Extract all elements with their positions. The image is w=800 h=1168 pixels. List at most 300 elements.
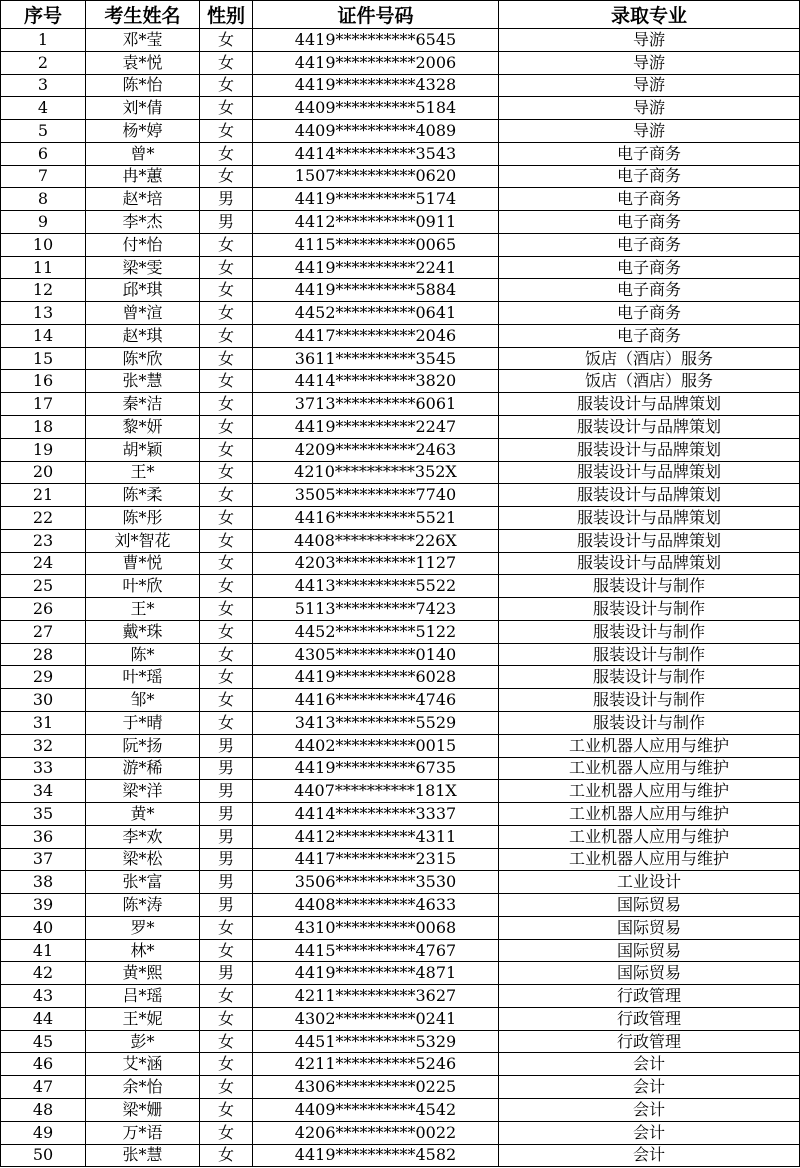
cell-name: 杨*婷 <box>86 120 200 143</box>
cell-major: 电子商务 <box>499 165 800 188</box>
table-row <box>1 1030 800 1053</box>
cell-index: 11 <box>1 256 86 279</box>
cell-index: 16 <box>1 370 86 393</box>
cell-id-number: 4452**********0641 <box>253 302 499 325</box>
cell-gender: 女 <box>200 438 253 461</box>
cell-major: 会计 <box>499 1098 800 1121</box>
cell-gender: 男 <box>200 848 253 871</box>
table-row <box>1 211 800 234</box>
cell-name: 陈*彤 <box>86 507 200 530</box>
cell-major: 会计 <box>499 1121 800 1144</box>
cell-gender: 女 <box>200 575 253 598</box>
cell-major: 工业机器人应用与维护 <box>499 803 800 826</box>
cell-index: 32 <box>1 734 86 757</box>
cell-index: 46 <box>1 1053 86 1076</box>
cell-index: 10 <box>1 233 86 256</box>
table-row <box>1 51 800 74</box>
cell-gender: 女 <box>200 1144 253 1167</box>
cell-gender: 男 <box>200 757 253 780</box>
cell-index: 23 <box>1 529 86 552</box>
cell-index: 50 <box>1 1144 86 1167</box>
table-row <box>1 1098 800 1121</box>
cell-major: 会计 <box>499 1144 800 1167</box>
cell-id-number: 4419**********2006 <box>253 51 499 74</box>
cell-id-number: 4419**********6735 <box>253 757 499 780</box>
cell-name: 胡*颖 <box>86 438 200 461</box>
cell-major: 电子商务 <box>499 142 800 165</box>
cell-name: 梁*姗 <box>86 1098 200 1121</box>
cell-name: 曾* <box>86 142 200 165</box>
cell-index: 33 <box>1 757 86 780</box>
cell-index: 39 <box>1 894 86 917</box>
cell-id-number: 4210**********352X <box>253 461 499 484</box>
table-row <box>1 302 800 325</box>
cell-id-number: 4310**********0068 <box>253 916 499 939</box>
table-row <box>1 438 800 461</box>
cell-major: 工业机器人应用与维护 <box>499 757 800 780</box>
cell-name: 陈*柔 <box>86 484 200 507</box>
cell-gender: 女 <box>200 1121 253 1144</box>
cell-name: 付*怡 <box>86 233 200 256</box>
table-row <box>1 598 800 621</box>
cell-name: 李*欢 <box>86 825 200 848</box>
table-row <box>1 757 800 780</box>
cell-name: 刘*智花 <box>86 529 200 552</box>
cell-id-number: 3611**********3545 <box>253 347 499 370</box>
cell-major: 导游 <box>499 97 800 120</box>
cell-major: 电子商务 <box>499 233 800 256</box>
cell-gender: 男 <box>200 734 253 757</box>
cell-gender: 女 <box>200 1098 253 1121</box>
cell-major: 国际贸易 <box>499 939 800 962</box>
cell-gender: 女 <box>200 51 253 74</box>
table-body <box>1 29 800 1167</box>
cell-major: 电子商务 <box>499 211 800 234</box>
cell-id-number: 4409**********5184 <box>253 97 499 120</box>
cell-id-number: 3413**********5529 <box>253 711 499 734</box>
cell-name: 袁*悦 <box>86 51 200 74</box>
table-row <box>1 916 800 939</box>
cell-gender: 女 <box>200 120 253 143</box>
cell-id-number: 4419**********5174 <box>253 188 499 211</box>
table-row <box>1 575 800 598</box>
cell-gender: 女 <box>200 711 253 734</box>
table-row <box>1 142 800 165</box>
table-row <box>1 620 800 643</box>
cell-gender: 女 <box>200 1076 253 1099</box>
cell-major: 导游 <box>499 29 800 52</box>
cell-name: 梁*洋 <box>86 780 200 803</box>
cell-gender: 女 <box>200 256 253 279</box>
table-row <box>1 165 800 188</box>
cell-name: 冉*蕙 <box>86 165 200 188</box>
cell-id-number: 4306**********0225 <box>253 1076 499 1099</box>
cell-index: 18 <box>1 416 86 439</box>
cell-major: 会计 <box>499 1076 800 1099</box>
table-header <box>1 1 800 29</box>
cell-index: 28 <box>1 643 86 666</box>
cell-major: 电子商务 <box>499 256 800 279</box>
cell-index: 24 <box>1 552 86 575</box>
cell-gender: 女 <box>200 507 253 530</box>
cell-gender: 女 <box>200 393 253 416</box>
cell-gender: 女 <box>200 916 253 939</box>
cell-id-number: 4408**********4633 <box>253 894 499 917</box>
table-row <box>1 461 800 484</box>
cell-id-number: 4419**********2241 <box>253 256 499 279</box>
table-row <box>1 848 800 871</box>
table-row <box>1 74 800 97</box>
cell-index: 30 <box>1 689 86 712</box>
cell-gender: 女 <box>200 689 253 712</box>
cell-index: 19 <box>1 438 86 461</box>
table-row <box>1 552 800 575</box>
cell-major: 服装设计与品牌策划 <box>499 507 800 530</box>
table-row <box>1 803 800 826</box>
cell-name: 邓*莹 <box>86 29 200 52</box>
cell-major: 工业设计 <box>499 871 800 894</box>
table-row <box>1 643 800 666</box>
cell-gender: 男 <box>200 962 253 985</box>
cell-index: 3 <box>1 74 86 97</box>
table-row <box>1 507 800 530</box>
header-index: 序号 <box>1 1 86 29</box>
cell-index: 4 <box>1 97 86 120</box>
table-row <box>1 666 800 689</box>
cell-major: 工业机器人应用与维护 <box>499 780 800 803</box>
cell-id-number: 4414**********3337 <box>253 803 499 826</box>
cell-id-number: 4419**********2247 <box>253 416 499 439</box>
cell-index: 22 <box>1 507 86 530</box>
cell-gender: 女 <box>200 347 253 370</box>
cell-gender: 女 <box>200 97 253 120</box>
cell-id-number: 4408**********226X <box>253 529 499 552</box>
cell-id-number: 4407**********181X <box>253 780 499 803</box>
cell-name: 曹*悦 <box>86 552 200 575</box>
table-row <box>1 370 800 393</box>
table-row <box>1 734 800 757</box>
cell-major: 服装设计与品牌策划 <box>499 529 800 552</box>
cell-major: 服装设计与品牌策划 <box>499 461 800 484</box>
cell-index: 8 <box>1 188 86 211</box>
cell-gender: 女 <box>200 643 253 666</box>
cell-name: 余*怡 <box>86 1076 200 1099</box>
cell-gender: 女 <box>200 279 253 302</box>
cell-id-number: 4415**********4767 <box>253 939 499 962</box>
cell-gender: 女 <box>200 666 253 689</box>
cell-name: 刘*倩 <box>86 97 200 120</box>
cell-index: 2 <box>1 51 86 74</box>
cell-gender: 女 <box>200 461 253 484</box>
table-row <box>1 1007 800 1030</box>
table-row <box>1 416 800 439</box>
cell-major: 服装设计与制作 <box>499 598 800 621</box>
cell-gender: 女 <box>200 416 253 439</box>
cell-id-number: 1507**********0620 <box>253 165 499 188</box>
cell-index: 13 <box>1 302 86 325</box>
table-row <box>1 985 800 1008</box>
cell-major: 电子商务 <box>499 302 800 325</box>
cell-name: 陈*怡 <box>86 74 200 97</box>
cell-major: 工业机器人应用与维护 <box>499 848 800 871</box>
cell-major: 饭店（酒店）服务 <box>499 347 800 370</box>
cell-id-number: 4412**********0911 <box>253 211 499 234</box>
cell-id-number: 4416**********4746 <box>253 689 499 712</box>
cell-gender: 女 <box>200 1053 253 1076</box>
cell-name: 张*慧 <box>86 1144 200 1167</box>
cell-index: 42 <box>1 962 86 985</box>
cell-index: 12 <box>1 279 86 302</box>
table-row <box>1 1076 800 1099</box>
cell-major: 电子商务 <box>499 188 800 211</box>
cell-name: 梁*松 <box>86 848 200 871</box>
cell-id-number: 4419**********4328 <box>253 74 499 97</box>
cell-gender: 男 <box>200 803 253 826</box>
table-row <box>1 393 800 416</box>
cell-name: 梁*雯 <box>86 256 200 279</box>
cell-index: 43 <box>1 985 86 1008</box>
cell-name: 艾*涵 <box>86 1053 200 1076</box>
cell-gender: 女 <box>200 1007 253 1030</box>
table-row <box>1 97 800 120</box>
cell-index: 48 <box>1 1098 86 1121</box>
header-row <box>1 1 800 29</box>
cell-id-number: 4419**********4871 <box>253 962 499 985</box>
cell-id-number: 3505**********7740 <box>253 484 499 507</box>
cell-major: 电子商务 <box>499 279 800 302</box>
cell-gender: 女 <box>200 939 253 962</box>
table-row <box>1 939 800 962</box>
cell-major: 导游 <box>499 120 800 143</box>
cell-id-number: 3506**********3530 <box>253 871 499 894</box>
cell-name: 黄* <box>86 803 200 826</box>
cell-major: 服装设计与制作 <box>499 711 800 734</box>
cell-gender: 女 <box>200 552 253 575</box>
table-row <box>1 256 800 279</box>
cell-gender: 男 <box>200 825 253 848</box>
cell-major: 导游 <box>499 74 800 97</box>
cell-gender: 女 <box>200 233 253 256</box>
cell-index: 38 <box>1 871 86 894</box>
cell-index: 7 <box>1 165 86 188</box>
cell-index: 34 <box>1 780 86 803</box>
cell-name: 邹* <box>86 689 200 712</box>
cell-name: 曾*渲 <box>86 302 200 325</box>
cell-major: 工业机器人应用与维护 <box>499 734 800 757</box>
cell-index: 15 <box>1 347 86 370</box>
cell-id-number: 4452**********5122 <box>253 620 499 643</box>
cell-gender: 女 <box>200 302 253 325</box>
cell-index: 40 <box>1 916 86 939</box>
cell-index: 25 <box>1 575 86 598</box>
cell-name: 赵*培 <box>86 188 200 211</box>
cell-major: 服装设计与制作 <box>499 643 800 666</box>
cell-name: 张*富 <box>86 871 200 894</box>
cell-gender: 男 <box>200 780 253 803</box>
cell-id-number: 4414**********3820 <box>253 370 499 393</box>
header-major: 录取专业 <box>499 1 800 29</box>
table-row <box>1 780 800 803</box>
table-row <box>1 529 800 552</box>
cell-name: 赵*琪 <box>86 324 200 347</box>
cell-name: 李*杰 <box>86 211 200 234</box>
cell-name: 王* <box>86 461 200 484</box>
header-id-number: 证件号码 <box>253 1 499 29</box>
cell-name: 吕*瑶 <box>86 985 200 1008</box>
table-row <box>1 894 800 917</box>
cell-gender: 女 <box>200 74 253 97</box>
cell-name: 陈* <box>86 643 200 666</box>
table-row <box>1 188 800 211</box>
cell-major: 服装设计与制作 <box>499 666 800 689</box>
cell-id-number: 4417**********2315 <box>253 848 499 871</box>
cell-id-number: 4416**********5521 <box>253 507 499 530</box>
cell-major: 电子商务 <box>499 324 800 347</box>
cell-id-number: 5113**********7423 <box>253 598 499 621</box>
cell-name: 陈*欣 <box>86 347 200 370</box>
cell-major: 行政管理 <box>499 1030 800 1053</box>
cell-name: 罗* <box>86 916 200 939</box>
cell-id-number: 4211**********3627 <box>253 985 499 1008</box>
cell-name: 叶*瑶 <box>86 666 200 689</box>
cell-gender: 女 <box>200 529 253 552</box>
cell-gender: 女 <box>200 142 253 165</box>
table-row <box>1 962 800 985</box>
cell-major: 国际贸易 <box>499 894 800 917</box>
table-row <box>1 1121 800 1144</box>
table-row <box>1 279 800 302</box>
cell-id-number: 4417**********2046 <box>253 324 499 347</box>
cell-gender: 女 <box>200 29 253 52</box>
cell-index: 1 <box>1 29 86 52</box>
cell-id-number: 3713**********6061 <box>253 393 499 416</box>
table-row <box>1 347 800 370</box>
cell-id-number: 4419**********4582 <box>253 1144 499 1167</box>
cell-gender: 女 <box>200 620 253 643</box>
cell-major: 国际贸易 <box>499 962 800 985</box>
header-gender: 性别 <box>200 1 253 29</box>
cell-name: 戴*珠 <box>86 620 200 643</box>
cell-index: 9 <box>1 211 86 234</box>
cell-major: 服装设计与品牌策划 <box>499 552 800 575</box>
cell-id-number: 4115**********0065 <box>253 233 499 256</box>
cell-index: 5 <box>1 120 86 143</box>
cell-id-number: 4209**********2463 <box>253 438 499 461</box>
cell-index: 6 <box>1 142 86 165</box>
cell-major: 服装设计与品牌策划 <box>499 416 800 439</box>
cell-gender: 女 <box>200 1030 253 1053</box>
cell-index: 35 <box>1 803 86 826</box>
cell-id-number: 4409**********4542 <box>253 1098 499 1121</box>
cell-index: 27 <box>1 620 86 643</box>
cell-major: 服装设计与制作 <box>499 620 800 643</box>
cell-name: 万*语 <box>86 1121 200 1144</box>
cell-major: 导游 <box>499 51 800 74</box>
table-row <box>1 29 800 52</box>
cell-name: 游*稀 <box>86 757 200 780</box>
cell-major: 会计 <box>499 1053 800 1076</box>
table-row <box>1 825 800 848</box>
cell-name: 王*妮 <box>86 1007 200 1030</box>
cell-major: 国际贸易 <box>499 916 800 939</box>
cell-id-number: 4414**********3543 <box>253 142 499 165</box>
cell-index: 29 <box>1 666 86 689</box>
cell-major: 服装设计与制作 <box>499 689 800 712</box>
cell-id-number: 4305**********0140 <box>253 643 499 666</box>
cell-id-number: 4412**********4311 <box>253 825 499 848</box>
cell-name: 张*慧 <box>86 370 200 393</box>
table-row <box>1 1144 800 1167</box>
cell-gender: 女 <box>200 598 253 621</box>
cell-id-number: 4402**********0015 <box>253 734 499 757</box>
cell-index: 14 <box>1 324 86 347</box>
cell-index: 31 <box>1 711 86 734</box>
cell-id-number: 4302**********0241 <box>253 1007 499 1030</box>
cell-index: 36 <box>1 825 86 848</box>
table-row <box>1 484 800 507</box>
cell-name: 阮*扬 <box>86 734 200 757</box>
table-row <box>1 1053 800 1076</box>
cell-gender: 男 <box>200 188 253 211</box>
cell-index: 17 <box>1 393 86 416</box>
table-row <box>1 324 800 347</box>
cell-id-number: 4419**********5884 <box>253 279 499 302</box>
table-row <box>1 711 800 734</box>
cell-index: 20 <box>1 461 86 484</box>
cell-major: 服装设计与品牌策划 <box>499 438 800 461</box>
cell-id-number: 4451**********5329 <box>253 1030 499 1053</box>
cell-id-number: 4211**********5246 <box>253 1053 499 1076</box>
cell-name: 于*晴 <box>86 711 200 734</box>
cell-gender: 男 <box>200 894 253 917</box>
cell-name: 黎*妍 <box>86 416 200 439</box>
cell-name: 叶*欣 <box>86 575 200 598</box>
cell-gender: 女 <box>200 165 253 188</box>
cell-index: 37 <box>1 848 86 871</box>
table-row <box>1 871 800 894</box>
cell-name: 邱*琪 <box>86 279 200 302</box>
cell-index: 45 <box>1 1030 86 1053</box>
cell-major: 服装设计与品牌策划 <box>499 484 800 507</box>
cell-index: 44 <box>1 1007 86 1030</box>
cell-id-number: 4419**********6545 <box>253 29 499 52</box>
table-row <box>1 120 800 143</box>
cell-index: 47 <box>1 1076 86 1099</box>
cell-id-number: 4413**********5522 <box>253 575 499 598</box>
cell-id-number: 4419**********6028 <box>253 666 499 689</box>
header-name: 考生姓名 <box>86 1 200 29</box>
table-row <box>1 233 800 256</box>
cell-major: 饭店（酒店）服务 <box>499 370 800 393</box>
cell-name: 王* <box>86 598 200 621</box>
cell-gender: 女 <box>200 370 253 393</box>
cell-id-number: 4206**********0022 <box>253 1121 499 1144</box>
cell-gender: 女 <box>200 324 253 347</box>
table-row <box>1 689 800 712</box>
cell-major: 行政管理 <box>499 985 800 1008</box>
cell-id-number: 4409**********4089 <box>253 120 499 143</box>
cell-gender: 女 <box>200 484 253 507</box>
cell-name: 黄*熙 <box>86 962 200 985</box>
cell-major: 工业机器人应用与维护 <box>499 825 800 848</box>
cell-gender: 女 <box>200 985 253 1008</box>
cell-major: 行政管理 <box>499 1007 800 1030</box>
cell-index: 41 <box>1 939 86 962</box>
cell-index: 21 <box>1 484 86 507</box>
cell-major: 服装设计与品牌策划 <box>499 393 800 416</box>
cell-gender: 男 <box>200 211 253 234</box>
cell-id-number: 4203**********1127 <box>253 552 499 575</box>
